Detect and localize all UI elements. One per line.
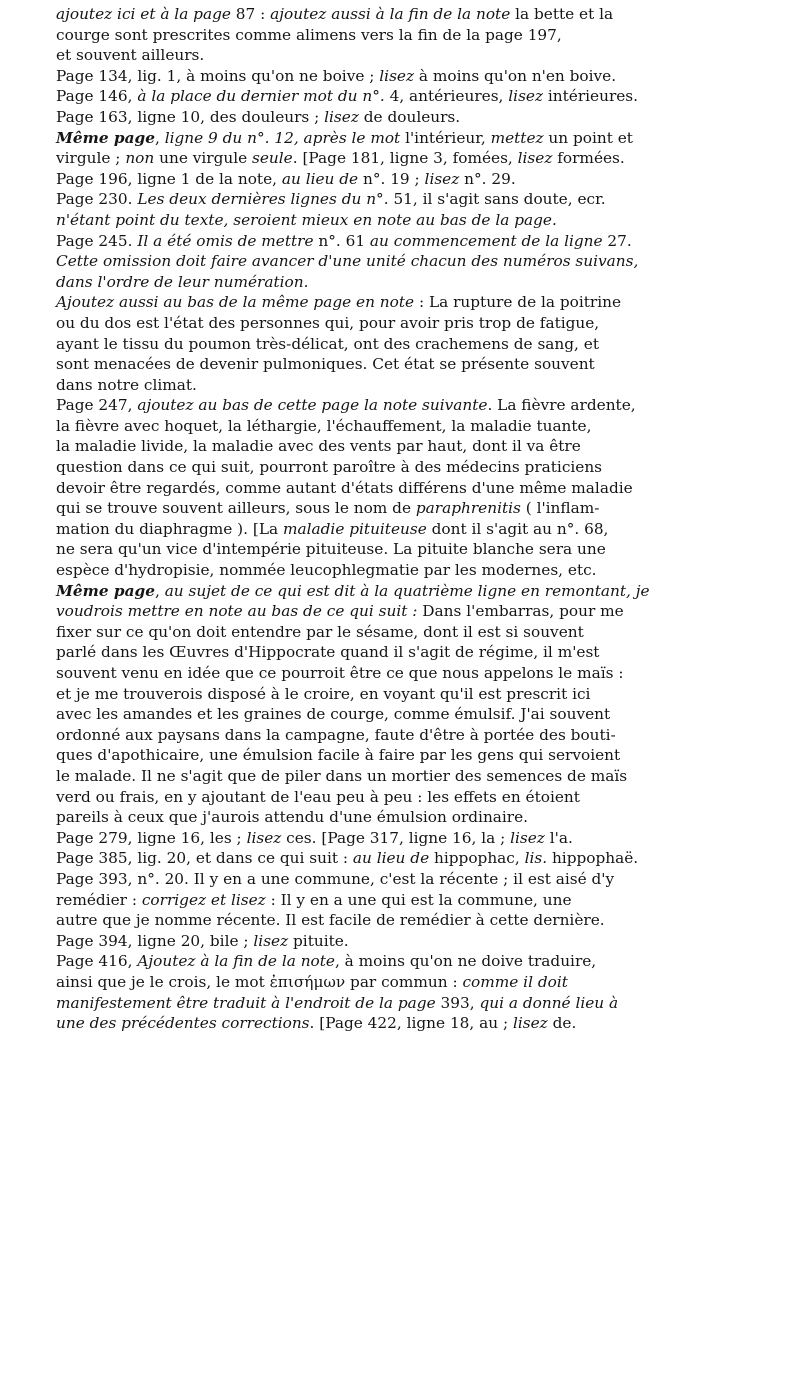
errata-paragraph-196 xyxy=(56,169,778,190)
text-line: Page 163, ligne 10, des douleurs ; lisez de douleurs. xyxy=(56,107,461,126)
text-line: Page 245. Il a été omis de mettre n°. 61 au commencement de la ligne 27. xyxy=(56,231,632,250)
text-line: ou du dos est l'état des personnes qui, pour avoir pris trop de fatigue, xyxy=(56,313,600,332)
text-line: Page 279, ligne 16, les ; lisez ces. [Page 317, ligne 16, la ; lisez l'a. xyxy=(56,828,573,847)
text-line: remédier : corrigez et lisez : Il y en a une qui est la commune, une xyxy=(56,890,572,909)
errata-paragraph-ajoutez xyxy=(56,292,778,395)
errata-paragraph-416 xyxy=(56,951,778,1033)
errata-paragraph-279 xyxy=(56,828,778,849)
text-line: mation du diaphragme ). [La maladie pituiteuse dont il s'agit au n°. 68, xyxy=(56,519,609,538)
text-line: ordonné aux paysans dans la campagne, faute d'être à portée des bouti- xyxy=(56,725,616,744)
text-line: Page 247, ajoutez au bas de cette page la note suivante. La fièvre ardente, xyxy=(56,396,636,415)
text-line: sont menacées de devenir pulmoniques. Cet état se présente souvent xyxy=(56,355,595,374)
text-line: avec les amandes et les graines de courge, comme émulsif. J'ai souvent xyxy=(56,705,611,724)
text-line: qui se trouve souvent ailleurs, sous le nom de paraphrenitis ( l'inflam- xyxy=(56,499,600,518)
text-line: le malade. Il ne s'agit que de piler dans un mortier des semences de maïs xyxy=(56,766,628,785)
errata-paragraph-163 xyxy=(56,107,778,128)
text-line: la fièvre avec hoquet, la léthargie, l'échauffement, la maladie tuante, xyxy=(56,416,592,435)
errata-paragraph-385 xyxy=(56,848,778,869)
errata-paragraph-146 xyxy=(56,86,778,107)
text-line: autre que je nomme récente. Il est facile de remédier à cette dernière. xyxy=(56,911,605,930)
text-line: dans l'ordre de leur numération. xyxy=(56,272,309,291)
errata-paragraph-intro xyxy=(56,4,778,66)
text-line: ainsi que je le crois, le mot ἐπισήμων par commun : comme il doit xyxy=(56,972,568,991)
errata-paragraph-247 xyxy=(56,395,778,580)
text-line: Page 416, Ajoutez à la fin de la note, à moins qu'on ne doive traduire, xyxy=(56,952,597,971)
errata-paragraph-meme-sesame xyxy=(56,581,778,828)
text-line: fixer sur ce qu'on doit entendre par le sésame, dont il est si souvent xyxy=(56,622,584,641)
text-line: n'étant point du texte, seroient mieux en note au bas de la page. xyxy=(56,210,557,229)
text-line: et souvent ailleurs. xyxy=(56,46,205,65)
text-line: Page 196, ligne 1 de la note, au lieu de n°. 19 ; lisez n°. 29. xyxy=(56,169,516,188)
errata-paragraph-134 xyxy=(56,66,778,87)
text-line: souvent venu en idée que ce pourroit être ce que nous appelons le maïs : xyxy=(56,664,624,682)
text-line: parlé dans les Œuvres d'Hippocrate quand il s'agit de régime, il m'est xyxy=(56,643,600,662)
text-line: devoir être regardés, comme autant d'états différens d'une même maladie xyxy=(56,478,633,497)
text-line: Page 394, ligne 20, bile ; lisez pituite. xyxy=(56,931,349,950)
text-line: manifestement être traduit à l'endroit de la page 393, qui a donné lieu à xyxy=(56,993,619,1012)
text-line: voudrois mettre en note au bas de ce qui suit : Dans l'embarras, pour me xyxy=(56,602,624,621)
text-line: Même page, ligne 9 du n°. 12, après le mot l'intérieur, mettez un point et xyxy=(56,128,633,147)
text-line: Page 134, lig. 1, à moins qu'on ne boive ; lisez à moins qu'on n'en boive. xyxy=(56,66,617,85)
text-line: espèce d'hydropisie, nommée leucophlegmatie par les modernes, etc. xyxy=(56,561,597,580)
errata-paragraph-393 xyxy=(56,869,778,931)
text-line: la maladie livide, la maladie avec des vents par haut, dont il va être xyxy=(56,437,581,456)
text-line: ayant le tissu du poumon très-délicat, ont des crachemens de sang, et xyxy=(56,334,599,353)
text-line: dans notre climat. xyxy=(56,375,197,394)
errata-paragraph-245 xyxy=(56,231,778,293)
text-line: et je me trouverois disposé à le croire, en voyant qu'il est prescrit ici xyxy=(56,684,591,703)
text-line: virgule ; non une virgule seule. [Page 181, ligne 3, fomées, lisez formées. xyxy=(56,149,625,168)
text-line: verd ou frais, en y ajoutant de l'eau peu à peu : les effets en étoient xyxy=(56,787,580,806)
text-line: courge sont prescrites comme alimens vers la fin de la page 197, xyxy=(56,25,562,44)
text-line: ques d'apothicaire, une émulsion facile à faire par les gens qui servoient xyxy=(56,746,621,765)
text-line: Page 146, à la place du dernier mot du n°. 4, antérieures, lisez intérieures. xyxy=(56,87,639,106)
text-line: pareils à ceux que j'aurois attendu d'une émulsion ordinaire. xyxy=(56,808,529,827)
text-line: une des précédentes corrections. [Page 422, ligne 18, au ; lisez de. xyxy=(56,1014,577,1033)
errata-paragraph-meme-9 xyxy=(56,128,778,169)
text-line: question dans ce qui suit, pourront paroître à des médecins praticiens xyxy=(56,458,603,477)
text-line: Ajoutez aussi au bas de la même page en note : La rupture de la poitrine xyxy=(56,293,622,312)
errata-paragraph-230 xyxy=(56,189,778,230)
text-line: Page 385, lig. 20, et dans ce qui suit : au lieu de hippophac, lis. hippophaë. xyxy=(56,849,639,868)
text-line: Même page, au sujet de ce qui est dit à la quatrième ligne en remontant, je xyxy=(56,581,650,600)
text-line: ajoutez ici et à la page 87 : ajoutez aussi à la fin de la note la bette et la xyxy=(56,5,614,23)
text-line: ne sera qu'un vice d'intempérie pituiteuse. La pituite blanche sera une xyxy=(56,540,606,559)
errata-paragraph-394 xyxy=(56,931,778,952)
text-line: Page 230. Les deux dernières lignes du n°. 51, il s'agit sans doute, ecr. xyxy=(56,190,606,209)
text-line: Cette omission doit faire avancer d'une unité chacun des numéros suivans, xyxy=(56,252,639,271)
text-line: Page 393, n°. 20. Il y en a une commune, c'est la récente ; il est aisé d'y xyxy=(56,869,615,888)
